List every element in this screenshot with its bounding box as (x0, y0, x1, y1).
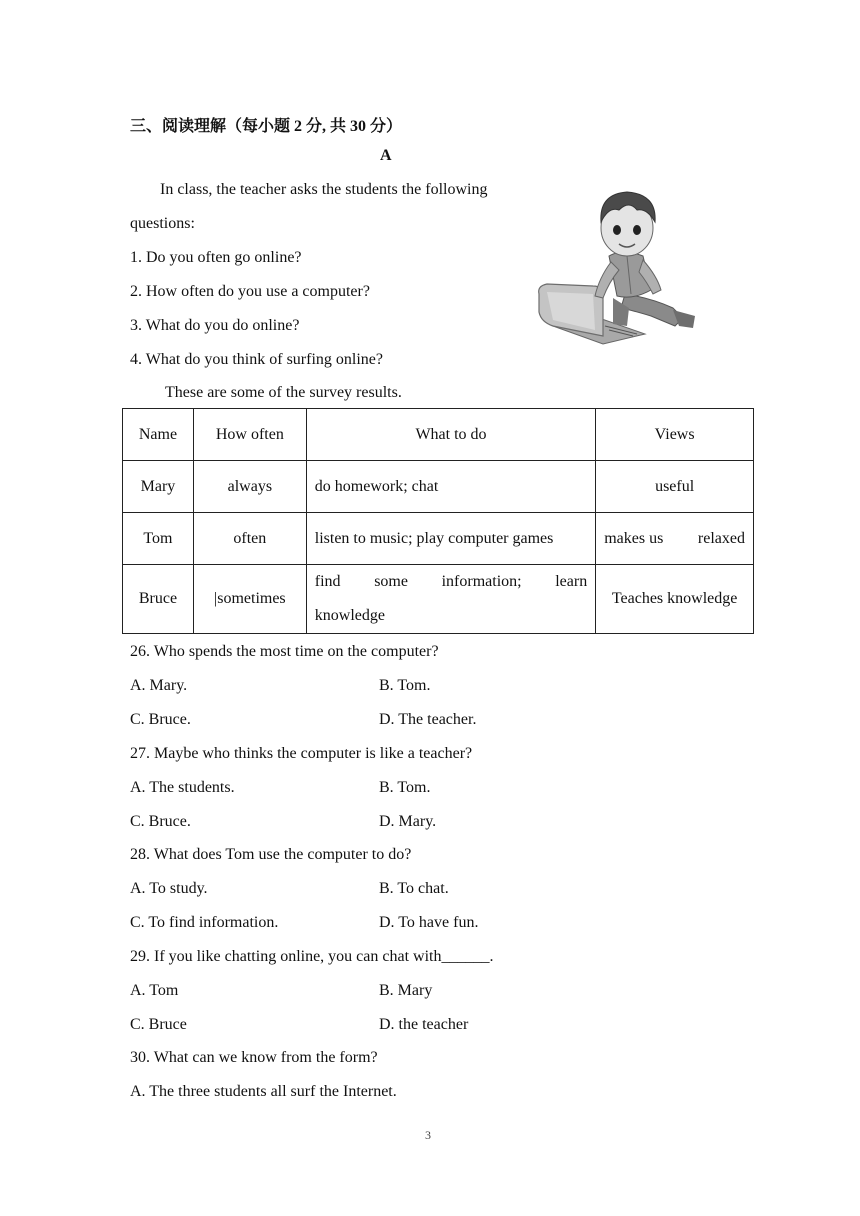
views-part-2: relaxed (697, 529, 745, 547)
question-29-stem: 29. If you like chatting online, you can chat with______. (130, 948, 494, 965)
passage-letter: A (380, 147, 392, 164)
option-c: C. Bruce. (130, 711, 191, 728)
cell-name: Bruce (123, 565, 194, 634)
table-header-row (123, 409, 754, 461)
header-what-to-do: What to do (306, 409, 595, 461)
cell-what-to-do: do homework; chat (306, 461, 595, 513)
survey-question-4: 4. What do you think of surfing online? (130, 351, 383, 368)
option-d: D. Mary. (379, 813, 437, 830)
cell-name: Mary (123, 461, 194, 513)
survey-question-2: 2. How often do you use a computer? (130, 283, 370, 300)
table-row (123, 513, 754, 565)
option-a: A. Tom (130, 982, 179, 999)
option-b: B. To chat. (379, 880, 449, 897)
option-d: D. To have fun. (379, 914, 479, 931)
option-a: A. To study. (130, 880, 208, 897)
option-a: A. The students. (130, 779, 235, 796)
views-part-1: makes us (604, 529, 664, 547)
what-line-2: knowledge (314, 607, 385, 624)
question-28-stem: 28. What does Tom use the computer to do? (130, 846, 412, 863)
option-c: C. Bruce. (130, 813, 191, 830)
question-27-stem: 27. Maybe who thinks the computer is like a teacher? (130, 745, 473, 762)
option-c: C. To find information. (130, 914, 279, 931)
cell-name: Tom (123, 513, 194, 565)
option-d: D. The teacher. (379, 711, 477, 728)
question-26-stem: 26. Who spends the most time on the computer? (130, 643, 439, 660)
what-word: find (314, 573, 341, 590)
survey-question-3: 3. What do you do online? (130, 317, 300, 334)
option-b: B. Tom. (379, 779, 431, 796)
survey-results-table (122, 408, 754, 634)
cell-how-often: often (193, 513, 306, 565)
cell-how-often: always (193, 461, 306, 513)
table-row (123, 565, 754, 634)
option-a: A. Mary. (130, 677, 188, 694)
what-word: some (374, 573, 408, 590)
intro-line-2: questions: (130, 215, 195, 232)
survey-question-1: 1. Do you often go online? (130, 249, 302, 266)
option-a: A. The three students all surf the Internet. (130, 1083, 397, 1100)
section-title: 三、阅读理解（每小题 2 分, 共 30 分） (130, 118, 403, 135)
option-b: B. Mary (379, 982, 433, 999)
page-number: 3 (425, 1128, 431, 1142)
cell-views: useful (596, 461, 754, 513)
cell-views (596, 513, 754, 565)
results-line: These are some of the survey results. (165, 384, 402, 401)
header-how-often: How often (193, 409, 306, 461)
cell-views: Teaches knowledge (596, 565, 754, 634)
cell-how-often: |sometimes (193, 565, 306, 634)
header-name: Name (123, 409, 194, 461)
boy-with-laptop-icon (533, 186, 703, 352)
option-b: B. Tom. (379, 677, 431, 694)
what-word: learn (555, 573, 588, 590)
option-c: C. Bruce (130, 1016, 187, 1033)
table-row (123, 461, 754, 513)
what-word: information; (441, 573, 522, 590)
header-views: Views (596, 409, 754, 461)
cell-what-to-do: listen to music; play computer games (306, 513, 595, 565)
question-30-stem: 30. What can we know from the form? (130, 1049, 378, 1066)
cell-what-to-do (306, 565, 595, 634)
intro-line-1: In class, the teacher asks the students the following (160, 181, 488, 198)
option-d: D. the teacher (379, 1016, 469, 1033)
